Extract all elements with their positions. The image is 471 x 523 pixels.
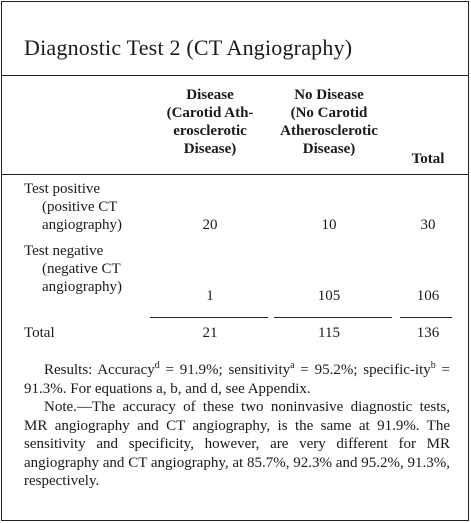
table-title: Diagnostic Test 2 (CT Angiography) bbox=[24, 35, 353, 60]
sum-rule-no-disease bbox=[274, 317, 392, 318]
results-text: = 91.9%; sensitivity bbox=[159, 362, 291, 378]
table-frame bbox=[1, 1, 469, 521]
results-paragraph bbox=[24, 361, 450, 398]
row-label-test-negative bbox=[24, 242, 154, 296]
results-text: Results: Accuracy bbox=[44, 362, 155, 378]
footnote-marker: a bbox=[290, 360, 295, 371]
row-label-line: Test negative bbox=[24, 243, 104, 259]
cell-positive-no-disease: 10 bbox=[321, 217, 337, 233]
sum-rule-total bbox=[400, 317, 452, 318]
row-label-test-positive bbox=[24, 180, 154, 234]
row-label-line: angiography) bbox=[42, 279, 122, 295]
note-paragraph: Note.—The accuracy of these two noninvasive diagnostic tests, MR angiography and CT angiography, is the same at 91.9%. The sensitivity and specificity, however, are very different for MR angiography and CT angiography, at 85.7%, 92.3% and 95.2%, 91.3%, respectively. bbox=[24, 399, 450, 489]
cell-total-total: 136 bbox=[416, 325, 440, 341]
row-label-line: (positive CT bbox=[42, 199, 118, 215]
cell-negative-no-disease: 105 bbox=[317, 288, 341, 304]
row-label-line: Test positive bbox=[24, 181, 101, 197]
cell-positive-disease: 20 bbox=[202, 217, 218, 233]
footnote-marker: d bbox=[154, 360, 160, 371]
column-header-disease bbox=[152, 86, 268, 158]
header-line: erosclerotic bbox=[173, 123, 247, 139]
results-text: = 91.3%. For equations a, b, and d, see Appendix. bbox=[24, 362, 450, 397]
title-divider bbox=[2, 75, 468, 76]
table-notes bbox=[24, 361, 450, 491]
column-header-total: Total bbox=[411, 151, 445, 167]
row-label-line: angiography) bbox=[42, 217, 122, 233]
footnote-marker: b bbox=[430, 360, 436, 371]
cell-negative-disease: 1 bbox=[206, 288, 214, 304]
header-line: Disease) bbox=[302, 141, 356, 157]
row-label-total: Total bbox=[24, 325, 55, 341]
column-header-no-disease bbox=[268, 86, 390, 158]
cell-total-no-disease: 115 bbox=[318, 325, 340, 341]
cell-negative-total: 106 bbox=[416, 288, 440, 304]
header-line: Atherosclerotic bbox=[280, 123, 378, 139]
sum-rule-disease bbox=[150, 317, 268, 318]
cell-positive-total: 30 bbox=[420, 217, 436, 233]
header-line: (No Carotid bbox=[290, 105, 368, 121]
cell-total-disease: 21 bbox=[202, 325, 218, 341]
header-line: (Carotid Ath- bbox=[166, 105, 254, 121]
results-text: = 95.2%; specific-ity bbox=[294, 362, 431, 378]
header-line: Disease) bbox=[183, 141, 237, 157]
row-label-line: (negative CT bbox=[42, 261, 121, 277]
header-line: Disease bbox=[186, 87, 234, 103]
header-divider bbox=[2, 174, 468, 175]
header-line: No Disease bbox=[294, 87, 364, 103]
